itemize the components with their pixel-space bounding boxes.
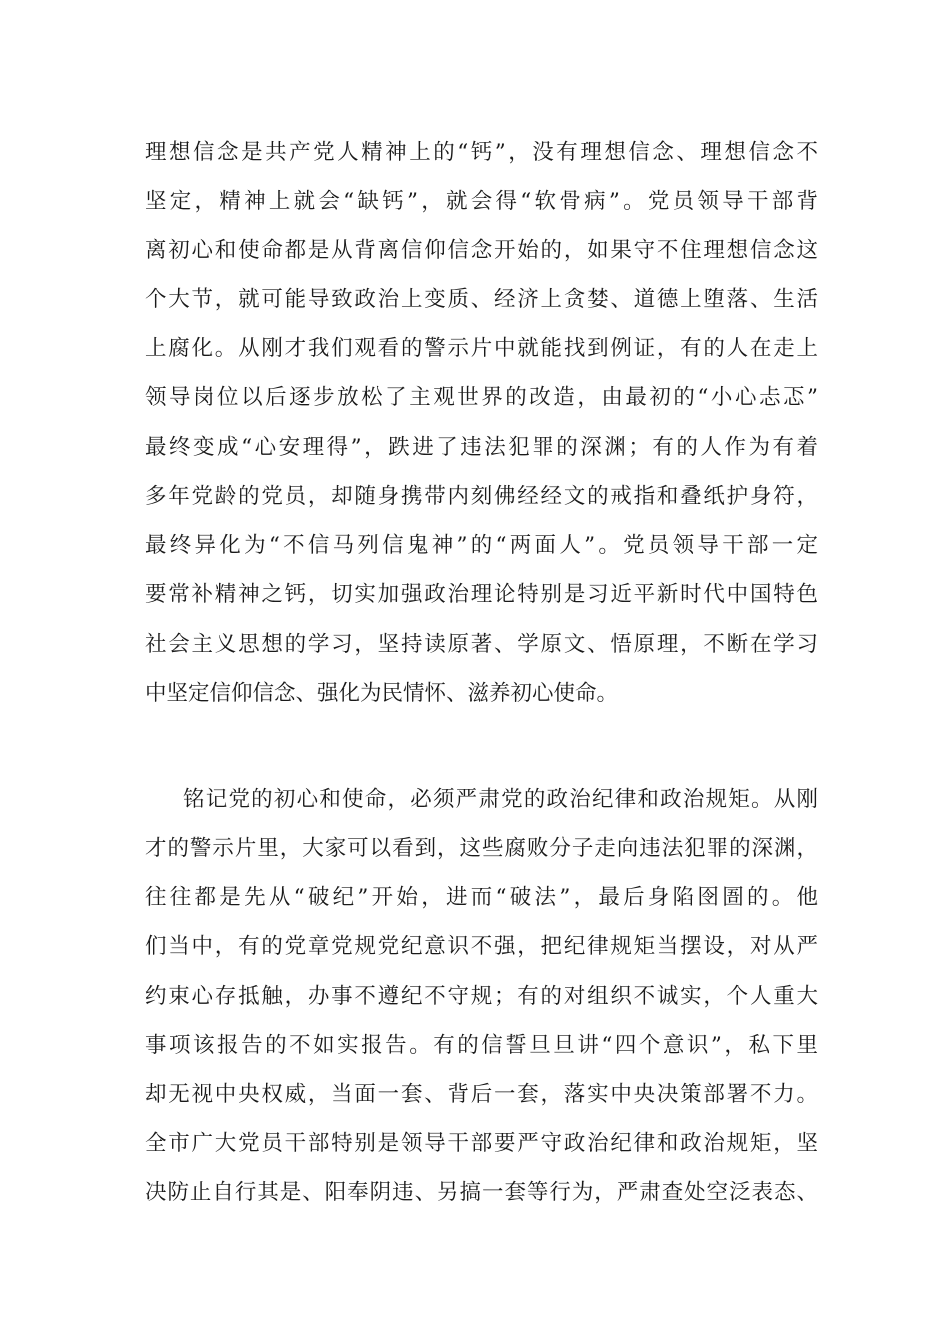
- paragraph-2-line-6: 事项该报告的不如实报告。有的信誓旦旦讲“四个意识”，私下里: [145, 1033, 821, 1058]
- paragraph-2-line-3: 往往都是先从“破纪”开始，进而“破法”，最后身陷囹圄的。他: [145, 885, 822, 910]
- paragraph-1-line-12: 中坚定信仰信念、强化为民情怀、滋养初心使命。: [145, 681, 619, 706]
- paragraph-1-line-5: 上腐化。从刚才我们观看的警示片中就能找到例证，有的人在走上: [145, 336, 820, 361]
- paragraph-1-line-6: 领导岗位以后逐步放松了主观世界的改造，由最初的“小心忐忑”: [145, 385, 821, 410]
- paragraph-1-line-7: 最终变成“心安理得”，跌进了违法犯罪的深渊；有的人作为有着: [145, 435, 821, 460]
- paragraph-1-line-8: 多年党龄的党员，却随身携带内刻佛经经文的戒指和叠纸护身符，: [145, 484, 820, 509]
- paragraph-1-line-10: 要常补精神之钙，切实加强政治理论特别是习近平新时代中国特色: [145, 582, 820, 607]
- paragraph-2-line-1: 铭记党的初心和使命，必须严肃党的政治纪律和政治规矩。从刚: [183, 787, 820, 812]
- paragraph-2-line-4: 们当中，有的党章党规党纪意识不强，把纪律规矩当摆设，对从严: [145, 934, 820, 959]
- paragraph-2-line-2: 才的警示片里，大家可以看到，这些腐败分子走向违法犯罪的深渊，: [145, 836, 819, 861]
- paragraph-1-line-1: 理想信念是共产党人精神上的“钙”，没有理想信念、理想信念不: [145, 140, 821, 165]
- paragraph-2-line-5: 约束心存抵触，办事不遵纪不守规；有的对组织不诚实，个人重大: [145, 984, 820, 1009]
- paragraph-1-line-9: 最终异化为“不信马列信鬼神”的“两面人”。党员领导干部一定: [145, 533, 822, 558]
- paragraph-1-line-3: 离初心和使命都是从背离信仰信念开始的，如果守不住理想信念这: [145, 238, 820, 263]
- paragraph-1-line-11: 社会主义思想的学习，坚持读原著、学原文、悟原理，不断在学习: [145, 632, 820, 657]
- paragraph-1-line-4: 个大节，就可能导致政治上变质、经济上贪婪、道德上堕落、生活: [145, 287, 820, 312]
- paragraph-2-line-7: 却无视中央权威，当面一套、背后一套，落实中央决策部署不力。: [145, 1082, 820, 1107]
- paragraph-1-line-2: 坚定，精神上就会“缺钙”，就会得“软骨病”。党员领导干部背: [145, 189, 822, 214]
- paragraph-2-line-9: 决防止自行其是、阳奉阴违、另搞一套等行为，严肃查处空泛表态、: [145, 1180, 819, 1205]
- paragraph-2-line-8: 全市广大党员干部特别是领导干部要严守政治纪律和政治规矩，坚: [145, 1131, 820, 1156]
